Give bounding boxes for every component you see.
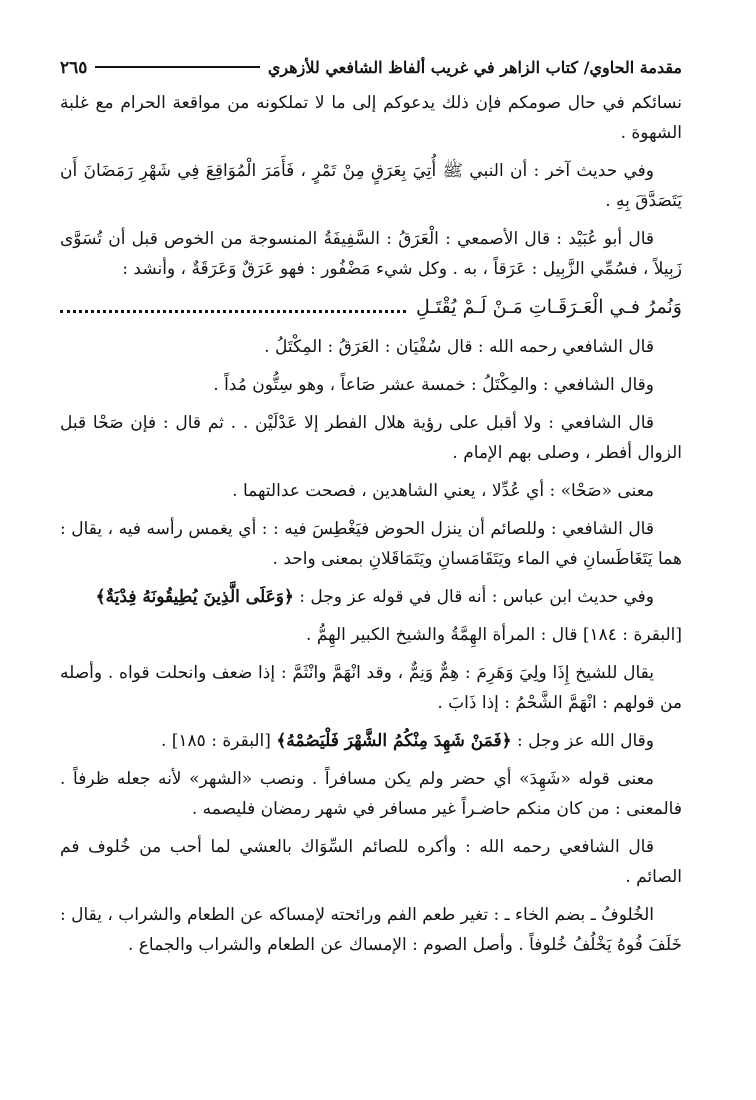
quran-reference: [البقرة : ١٨٥] . — [160, 731, 271, 751]
paragraph: يقال للشيخ إِذَا ولِيَ وَهَرِمَ : هِمٌّ وَنِمٌّ ، وقد انْهَمَّ وانْثَمَّ : إذا ضعف وانحلت قواه . وأصله من قولهم : انْهَمَّ الشَّحْمُ : إذا ذَابَ . — [60, 663, 682, 713]
paragraph: قال الشافعي رحمه الله : وأكره للصائم السِّوَاك بالعشي لما أحب من خُلوف فم الصائم . — [60, 837, 682, 887]
paragraph-quran-185 — [60, 726, 682, 756]
paragraph: قال الشافعي : ولا أقبل على رؤية هلال الفطر إلا عَدْلَيْن . . ثم قال : فإن صَحْا قبل الزوال أفطر ، وصلى بهم الإمام . — [60, 413, 682, 463]
paragraph-quran-184 — [60, 582, 682, 612]
quran-intro: وفي حديث ابن عباس : أنه قال في قوله عز وجل : — [299, 587, 654, 607]
paragraph: معنى «صَحْا» : أي عُدِّلا ، يعني الشاهدين ، فصحت عدالتهما . — [232, 481, 654, 501]
quran-verse: ﴿فَمَنْ شَهِدَ مِنْكُمُ الشَّهْرَ فَلْيَصُمْهُ﴾ — [276, 731, 512, 751]
paragraph: [البقرة : ١٨٤] قال : المرأة الهِمَّةُ والشيخ الكبير الهِمُّ . — [306, 625, 682, 645]
header-rule — [95, 66, 259, 68]
paragraph: قال أبو عُبَيْد : قال الأصمعي : الْعَرَقُ : السَّفِيفَةُ المنسوجة من الخوص قبل أن تُسَوَّى زَبِيلاً ، فسُمِّي الزَّبِيل : عَرَقاً ، به . وكل شيء مَضْفُور : فهو عَرَقٌ وَعَرَقَةٌ ، وأنشد : — [60, 229, 682, 279]
text-body — [60, 88, 682, 960]
page-number: ٢٦٥ — [60, 58, 88, 78]
poetry-verse — [60, 292, 682, 322]
verse-hemistich: وَنُمرُ فـي الْعَـرَقَـاتِ مَـنْ لَـمْ يُقْتَـلِ — [415, 296, 682, 318]
paragraph: قال الشافعي : وللصائم أن ينزل الحوض فيَغْطِسَ فيه : : أي يغمس رأسه فيه ، يقال : هما يَتَغَاطَسانِ في الماء ويَتَقَامَسانِ ويَتَمَاقَلانِ بمعنى واحد . — [60, 519, 682, 569]
paragraph: وفي حديث آخر : أن النبي ﷺ أُتِيَ بِعَرَقٍ مِنْ تَمْرٍ ، فَأَمَرَ الْمُوَاقِعَ فِي شَهْرِ رَمَضَانَ أَن يَتَصَدَّقَ بِهِ . — [60, 161, 682, 211]
quran-verse: ﴿وَعَلَى الَّذِينَ يُطِيقُونَهُ فِدْيَةٌ﴾ — [95, 587, 294, 607]
paragraph: قال الشافعي رحمه الله : قال سُفْيَان : العَرَقُ : المِكْتَلُ . — [264, 337, 654, 357]
running-title: مقدمة الحاوي/ كتاب الزاهر في غريب ألفاظ الشافعي للأزهري — [267, 58, 682, 77]
paragraph: وقال الشافعي : والمِكْتَلُ : خمسة عشر صَاعاً ، وهو سِتُّون مُداً . — [213, 375, 654, 395]
quran-intro: وقال الله عز وجل : — [517, 731, 654, 751]
running-header — [60, 58, 682, 88]
paragraph: معنى قوله «شَهِدَ» أي حضر ولم يكن مسافراً . ونصب «الشهر» لأنه جعله ظرفاً . فالمعنى : من كان منكم حاضـراً غير مسافر في شهر رمضان فليصمه . — [60, 769, 682, 819]
verse-dots — [60, 300, 406, 313]
paragraph: نسائكم في حال صومكم فإن ذلك يدعوكم إلى ما لا تملكونه من مواقعة الحرام مع غلبة الشهوة . — [60, 93, 682, 143]
paragraph: الخُلوفُ ـ بضم الخاء ـ : تغير طعم الفم ورائحته لإمساكه عن الطعام والشراب ، يقال : خَلَفَ فُوهُ يَخْلُفُ خُلوفاً . وأصل الصوم : الإمساك عن الطعام والشراب والجماع . — [60, 905, 682, 955]
